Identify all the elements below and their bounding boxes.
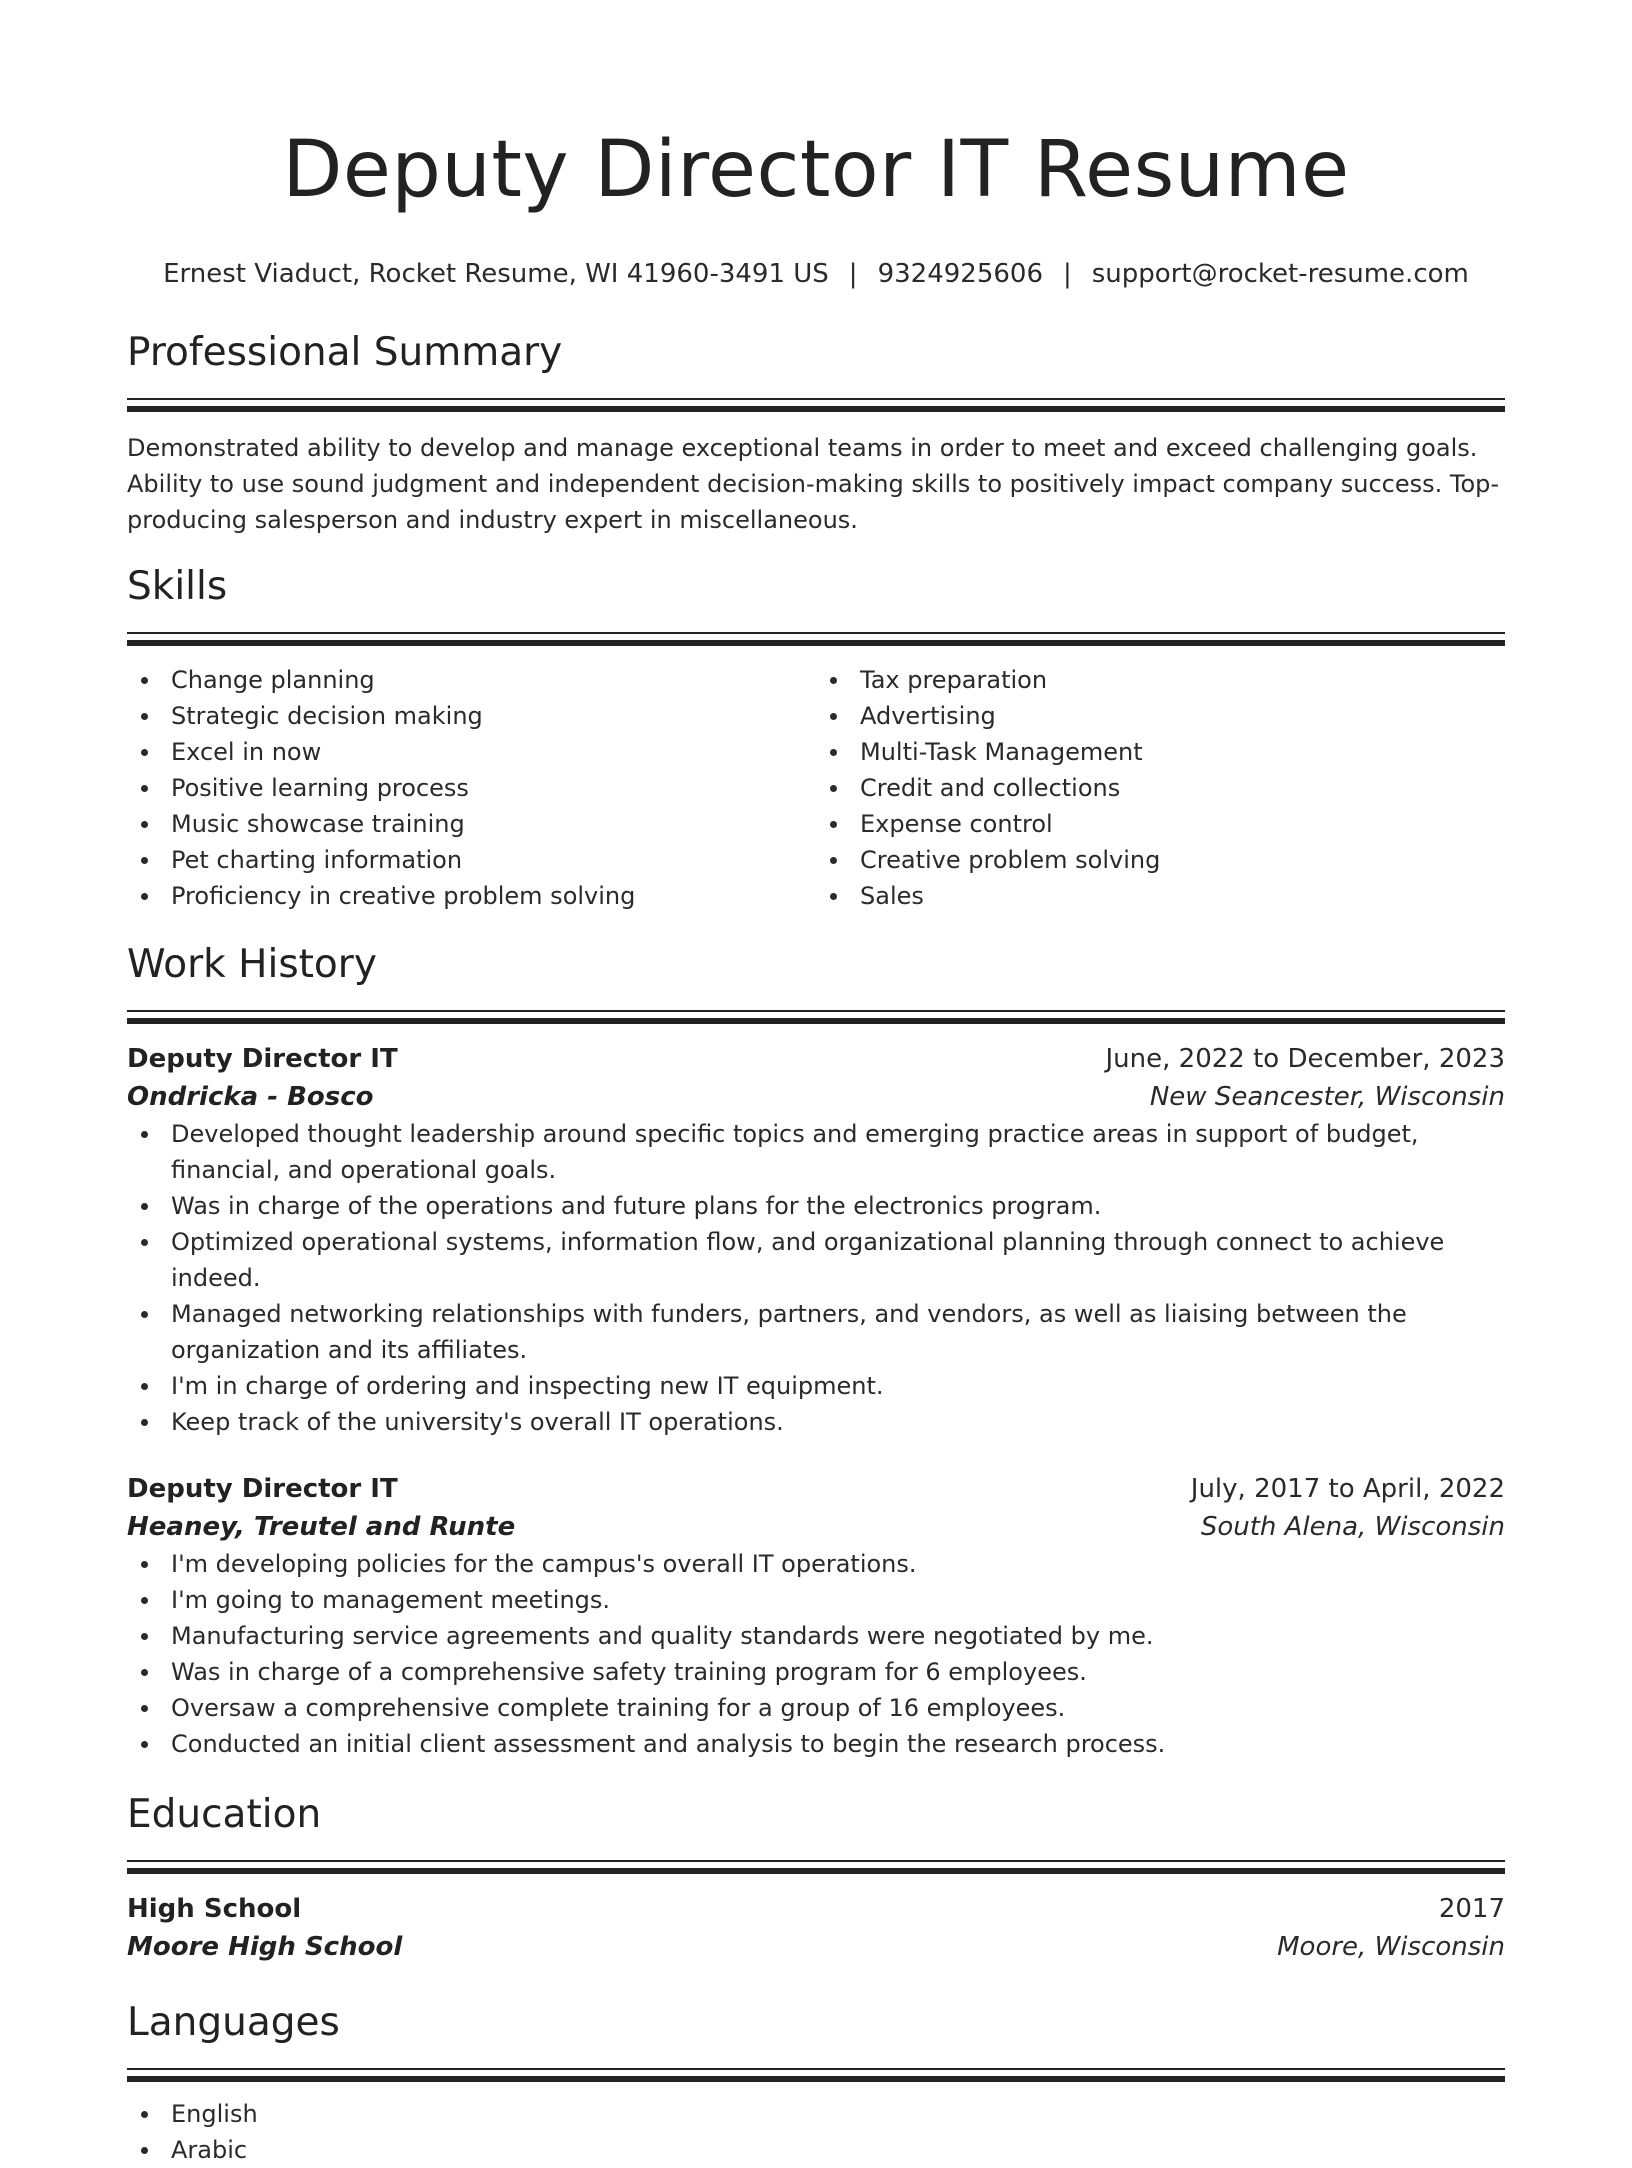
language-item: English: [127, 2096, 1505, 2132]
section-divider: [127, 1010, 1505, 1012]
job-header: [127, 1470, 1505, 1508]
job-bullet: I'm going to management meetings.: [127, 1582, 1505, 1618]
skills-list-right: [816, 662, 1505, 914]
job-bullet: Oversaw a comprehensive complete training for a group of 16 employees.: [127, 1690, 1505, 1726]
work-history-section: [127, 940, 1505, 1762]
job-dates: July, 2017 to April, 2022: [1190, 1474, 1505, 1504]
skill-item: Change planning: [127, 662, 816, 698]
skill-item: Sales: [816, 878, 1505, 914]
job-bullet: Was in charge of the operations and future plans for the electronics program.: [127, 1188, 1505, 1224]
languages-section: [127, 1998, 1505, 2168]
job-title: Deputy Director IT: [127, 1044, 398, 1074]
job-subheader: [127, 1508, 1505, 1546]
education-school: Moore High School: [127, 1932, 403, 1962]
job-bullet: Managed networking relationships with funders, partners, and vendors, as well as liaising between the organization and its affiliates.: [127, 1296, 1505, 1368]
education-degree: High School: [127, 1894, 302, 1924]
contact-email: support@rocket-resume.com: [1091, 259, 1469, 289]
skill-item: Expense control: [816, 806, 1505, 842]
section-heading-summary: Professional Summary: [127, 330, 563, 375]
skill-item: Tax preparation: [816, 662, 1505, 698]
job-entry: [127, 1470, 1505, 1762]
section-divider: [127, 2076, 1505, 2082]
resume-title: Deputy Director IT Resume: [282, 125, 1350, 215]
job-title: Deputy Director IT: [127, 1474, 398, 1504]
job-subheader: [127, 1078, 1505, 1116]
job-header: [127, 1040, 1505, 1078]
job-location: South Alena, Wisconsin: [1200, 1512, 1505, 1542]
education-entry: [127, 1890, 1505, 1966]
job-bullet: Manufacturing service agreements and quality standards were negotiated by me.: [127, 1618, 1505, 1654]
education-location: Moore, Wisconsin: [1277, 1932, 1505, 1962]
skill-item: Pet charting information: [127, 842, 816, 878]
section-divider: [127, 1868, 1505, 1874]
job-bullet: Optimized operational systems, information flow, and organizational planning through connect to achieve indeed.: [127, 1224, 1505, 1296]
job-bullets: [127, 1116, 1505, 1440]
skills-columns: [127, 662, 1505, 914]
education-section: [127, 1790, 1505, 1966]
job-bullet: I'm in charge of ordering and inspecting new IT equipment.: [127, 1368, 1505, 1404]
skill-item: Strategic decision making: [127, 698, 816, 734]
contact-separator: |: [1062, 259, 1072, 289]
skill-item: Positive learning process: [127, 770, 816, 806]
job-bullet: Keep track of the university's overall IT operations.: [127, 1404, 1505, 1440]
skills-section: [127, 562, 1505, 914]
section-divider: [127, 1018, 1505, 1024]
education-year: 2017: [1438, 1894, 1505, 1924]
section-heading-skills: Skills: [127, 564, 228, 609]
contact-address: Ernest Viaduct, Rocket Resume, WI 41960-3491 US: [163, 259, 829, 289]
section-divider: [127, 1860, 1505, 1862]
skill-item: Creative problem solving: [816, 842, 1505, 878]
section-divider: [127, 640, 1505, 646]
contact-phone: 9324925606: [877, 259, 1043, 289]
languages-list: [127, 2096, 1505, 2168]
language-item: Arabic: [127, 2132, 1505, 2168]
skill-item: Music showcase training: [127, 806, 816, 842]
section-heading-work-history: Work History: [127, 942, 377, 987]
job-entry: [127, 1040, 1505, 1440]
education-header: [127, 1890, 1505, 1928]
section-divider: [127, 2068, 1505, 2070]
section-heading-education: Education: [127, 1792, 322, 1837]
skill-item: Proficiency in creative problem solving: [127, 878, 816, 914]
skill-item: Excel in now: [127, 734, 816, 770]
education-subheader: [127, 1928, 1505, 1966]
skills-list-left: [127, 662, 816, 914]
summary-section: [127, 328, 1505, 538]
section-heading-languages: Languages: [127, 2000, 340, 2045]
job-dates: June, 2022 to December, 2023: [1105, 1044, 1505, 1074]
job-bullet: Conducted an initial client assessment and analysis to begin the research process.: [127, 1726, 1505, 1762]
job-bullet: Was in charge of a comprehensive safety training program for 6 employees.: [127, 1654, 1505, 1690]
job-employer: Ondricka - Bosco: [127, 1082, 374, 1112]
skill-item: Advertising: [816, 698, 1505, 734]
contact-separator: |: [848, 259, 858, 289]
skill-item: Multi-Task Management: [816, 734, 1505, 770]
job-location: New Seancester, Wisconsin: [1149, 1082, 1505, 1112]
job-employer: Heaney, Treutel and Runte: [127, 1512, 516, 1542]
section-divider: [127, 398, 1505, 400]
contact-line: [127, 256, 1505, 292]
section-divider: [127, 632, 1505, 634]
job-bullet: Developed thought leadership around specific topics and emerging practice areas in support of budget, financial, and operational goals.: [127, 1116, 1505, 1188]
skill-item: Credit and collections: [816, 770, 1505, 806]
job-bullets: [127, 1546, 1505, 1762]
job-bullet: I'm developing policies for the campus's overall IT operations.: [127, 1546, 1505, 1582]
section-divider: [127, 406, 1505, 412]
summary-text: Demonstrated ability to develop and manage exceptional teams in order to meet and exceed challenging goals. Ability to use sound judgment and independent decision-making skills to positively impact company success. Top-producing salesperson and industry expert in miscellaneous.: [127, 434, 1500, 534]
